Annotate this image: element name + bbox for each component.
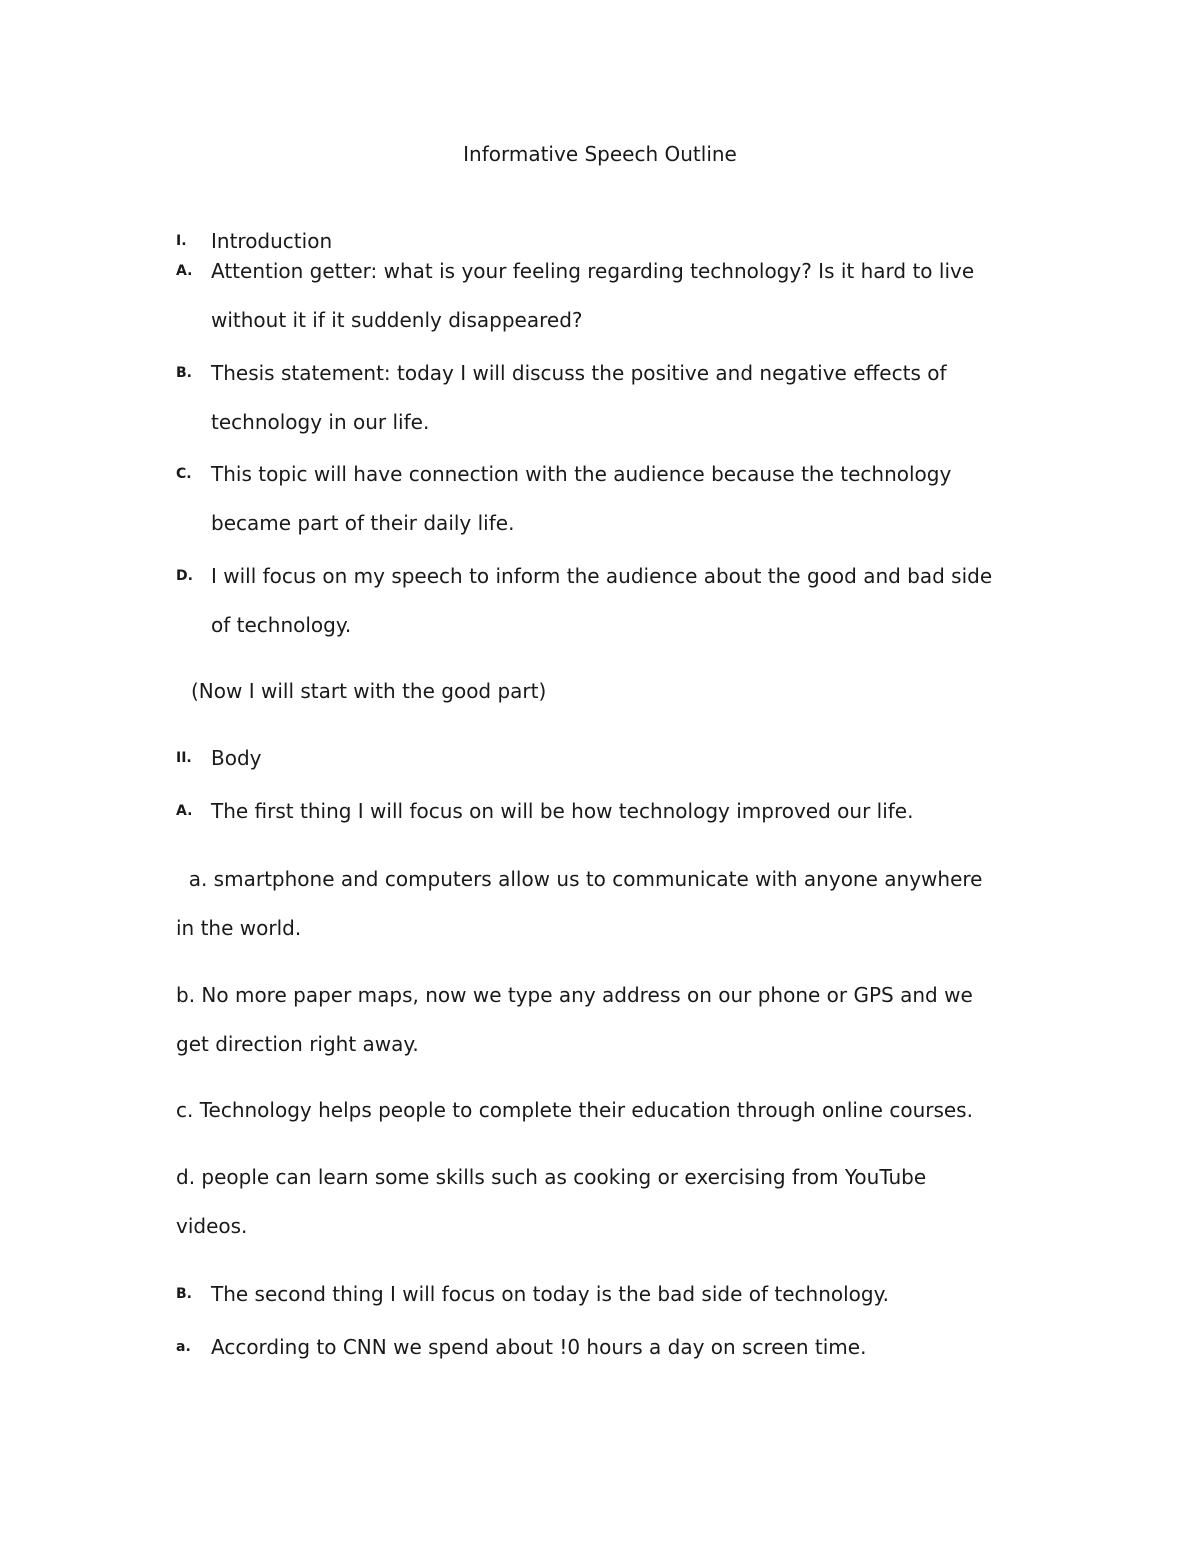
outline-line: The first thing I will focus on will be how technology improved our life.	[211, 799, 914, 823]
outline-heading-introduction: Introduction	[211, 229, 333, 253]
outline-line: Thesis statement: today I will discuss the positive and negative effects of	[211, 361, 947, 385]
outline-line: This topic will have connection with the audience because the technology	[211, 462, 952, 486]
outline-line: Attention getter: what is your feeling regarding technology? Is it hard to live	[211, 259, 975, 283]
outline-line: d. people can learn some skills such as cooking or exercising from YouTube	[176, 1165, 927, 1189]
document-title: Informative Speech Outline	[463, 142, 737, 166]
outline-line: without it if it suddenly disappeared?	[211, 308, 583, 332]
outline-line: technology in our life.	[211, 410, 430, 434]
outline-marker-3: B.	[176, 365, 192, 381]
outline-marker-9: a.	[176, 1339, 191, 1355]
outline-line: became part of their daily life.	[211, 511, 515, 535]
outline-marker-6: II.	[176, 750, 192, 766]
outline-marker-7: A.	[176, 803, 193, 819]
outline-line: of technology.	[211, 613, 352, 637]
outline-line: b. No more paper maps, now we type any address on our phone or GPS and we	[176, 983, 973, 1007]
outline-line: According to CNN we spend about !0 hours a day on screen time.	[211, 1335, 867, 1359]
outline-marker-8: B.	[176, 1286, 192, 1302]
outline-line: get direction right away.	[176, 1032, 419, 1056]
outline-marker-2: A.	[176, 263, 193, 279]
outline-line: in the world.	[176, 916, 302, 940]
outline-line: I will focus on my speech to inform the audience about the good and bad side	[211, 564, 993, 588]
outline-marker-1: I.	[176, 233, 187, 249]
outline-marker-4: C.	[176, 466, 192, 482]
outline-heading-body: Body	[211, 746, 262, 770]
outline-line: a. smartphone and computers allow us to communicate with anyone anywhere	[176, 867, 983, 891]
outline-line: videos.	[176, 1214, 248, 1238]
outline-line: The second thing I will focus on today is the bad side of technology.	[211, 1282, 889, 1306]
outline-line: c. Technology helps people to complete their education through online courses.	[176, 1098, 973, 1122]
outline-marker-5: D.	[176, 568, 193, 584]
transition-note: (Now I will start with the good part)	[191, 679, 547, 703]
